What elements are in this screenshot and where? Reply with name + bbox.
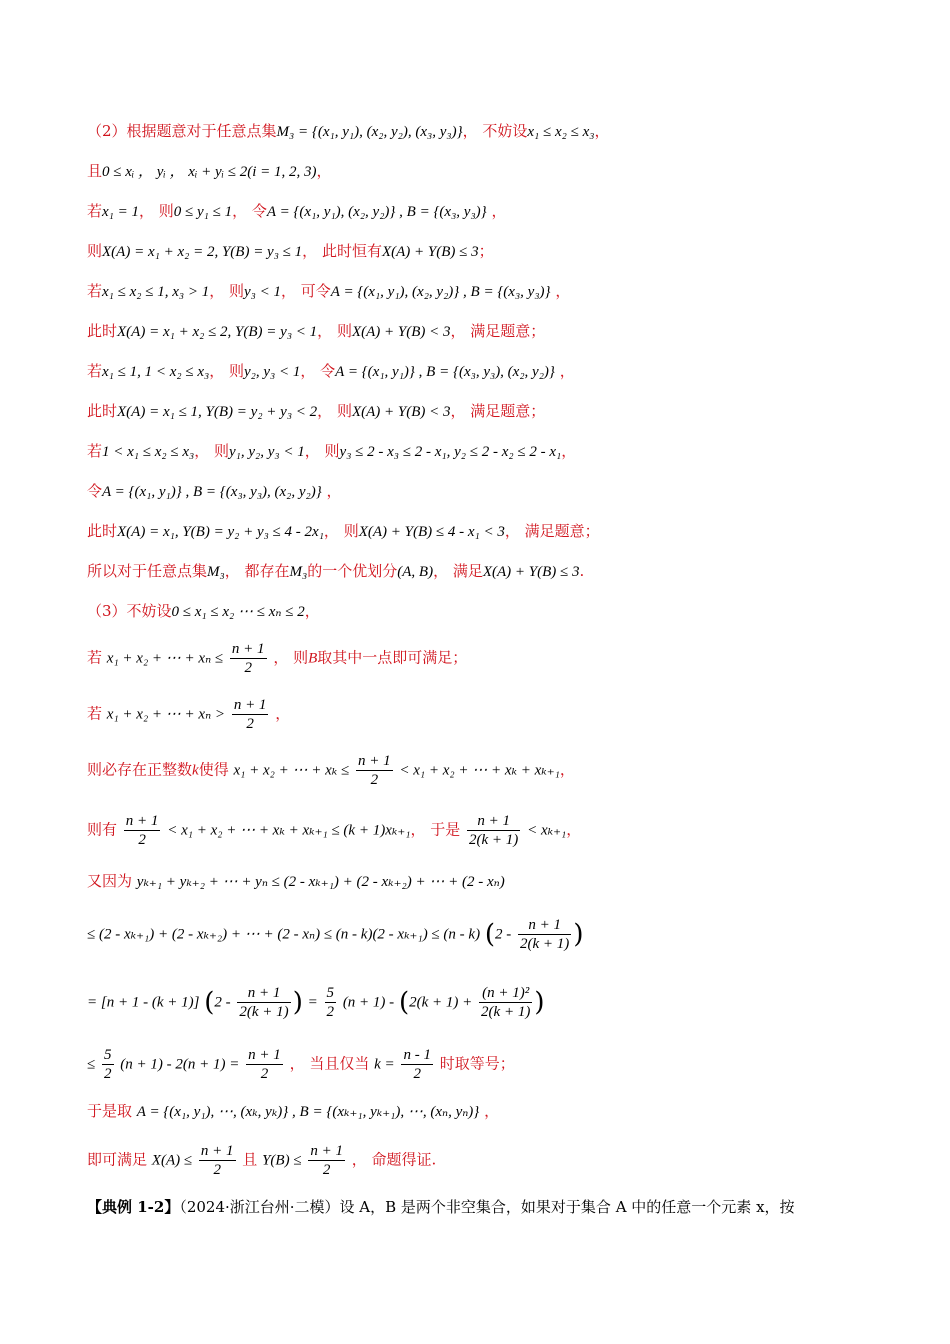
- line-4: [87, 240, 860, 263]
- math: A = {(x₁, y₁), (x₂, y₂)} , B = {(x₃, y₃)}: [266, 204, 487, 220]
- fraction: $\frac{n + 1}{2(k + 1)}$: [520, 917, 570, 952]
- line-21: [87, 1046, 860, 1083]
- math: (n + 1) -: [342, 994, 395, 1011]
- math: X(A) = x₁, Y(B) = y₂ + y₃ ≤ 4 - 2x₁: [117, 524, 324, 540]
- text: ， 满足题意；: [504, 522, 600, 540]
- math: yₖ₊₁ + yₖ₊₂ + ⋯ + yₙ ≤ (2 - xₖ₊₁) + (2 - xₖ₊₂) + ⋯ + (2 - xₙ): [136, 874, 505, 890]
- line-3: [87, 200, 860, 223]
- text: 所以对于任意点集: [87, 562, 208, 580]
- text: ，: [486, 202, 507, 220]
- math: 2 -: [214, 994, 231, 1011]
- math: y₂, y₃ < 1: [244, 364, 301, 380]
- line-19: ≤ (2 - xₖ₊₁) + (2 - xₖ₊₂) + ⋯ + (2 - xₙ) ≤ (n - k)(2 - xₖ₊₁) ≤ (n - k) (2 - $\frac{n + 1}{2(k + 1)}$ ): [87, 917, 584, 952]
- text: ， 满足题意；: [450, 322, 546, 340]
- text: 时取等号；: [439, 1054, 515, 1073]
- text: .: [579, 562, 585, 580]
- text: ， 此时恒有: [302, 242, 382, 260]
- math: A = {(x₁, y₁), ⋯, (xₖ, yₖ)} , B = {(xₖ₊₁, yₖ₊₁), ⋯, (xₙ, yₙ)}: [136, 1104, 480, 1120]
- text: ， 令: [232, 202, 267, 220]
- text: 又因为: [87, 872, 133, 890]
- math: x₁ ≤ x₂ ≤ 1, x₃ > 1: [102, 284, 210, 300]
- math: X(A) = x₁ + x₂ ≤ 2, Y(B) = y₃ < 1: [117, 324, 318, 340]
- fraction: $\frac{5}{2}$: [326, 985, 335, 1020]
- fraction: $\frac{n + 1}{2}$: [248, 1047, 281, 1082]
- text: 且: [242, 1150, 258, 1169]
- math: = [n + 1 - (k + 1)]: [87, 994, 200, 1011]
- math: (A, B): [397, 564, 434, 580]
- math: k =: [374, 1056, 395, 1073]
- line-9: [87, 440, 860, 463]
- math: 2(k + 1) +: [409, 994, 473, 1011]
- fraction: $\frac{n + 1}{2}$: [310, 1143, 343, 1178]
- text: ， 满足: [433, 562, 483, 580]
- line-5: [87, 280, 860, 303]
- math: x₁ + x₂ + ⋯ + xₙ >: [106, 706, 226, 723]
- fraction: $\frac{n + 1}{2(k + 1)}$: [469, 813, 519, 848]
- math: y₁, y₂, y₃ < 1: [229, 444, 305, 460]
- line-13: [87, 600, 860, 623]
- text: ，: [275, 704, 291, 723]
- text: 则有: [87, 820, 118, 839]
- text: ，: [594, 122, 610, 140]
- fraction: $\frac{n + 1}{2(k + 1)}$: [239, 985, 289, 1020]
- math: (n + 1) - 2(n + 1) =: [120, 1056, 240, 1073]
- text: ， 则: [317, 322, 352, 340]
- math: x₁ + x₂ + ⋯ + xₙ ≤: [106, 650, 224, 667]
- fraction: $\frac{n + 1}{2}$: [358, 753, 391, 788]
- math: =: [307, 994, 318, 1011]
- line-23: [87, 1142, 860, 1179]
- math: X(A) ≤: [151, 1152, 193, 1169]
- fraction: $\frac{n + 1}{2}$: [200, 1143, 234, 1178]
- text: 若: [87, 362, 103, 380]
- text: ，: [316, 162, 332, 180]
- fraction: $\frac{\text{(n + 1)²}}{2(k + 1)}$: [481, 985, 531, 1020]
- text: 若: [87, 704, 103, 723]
- text: ， 可令: [281, 282, 331, 300]
- math: X(A) = x₁ + x₂ = 2, Y(B) = y₃ ≤ 1: [102, 244, 303, 260]
- math: 0 ≤ y₁ ≤ 1: [173, 204, 233, 220]
- fraction: $\frac{n + 1}{2}$: [231, 641, 265, 676]
- line-2: [87, 160, 860, 183]
- text: ， 满足题意；: [450, 402, 546, 420]
- text: ， 则: [304, 442, 340, 460]
- text: ，: [566, 820, 582, 839]
- math: X(A) = x₁ ≤ 1, Y(B) = y₂ + y₃ < 2: [117, 404, 318, 420]
- math: B: [308, 650, 318, 667]
- text: ， 不妨设: [462, 122, 528, 140]
- math: X(A) + Y(B) < 3: [351, 324, 451, 340]
- text: 此时: [87, 322, 118, 340]
- text: （2）根据题意对于任意点集: [87, 122, 277, 140]
- text: ，: [561, 442, 577, 460]
- math: X(A) + Y(B) ≤ 4 - x₁ < 3: [358, 524, 505, 540]
- math: X(A) + Y(B) ≤ 3: [381, 244, 479, 260]
- text: 于是取: [87, 1102, 133, 1120]
- math: x₁ ≤ x₂ ≤ x₃: [527, 124, 595, 140]
- text: ， 则: [139, 202, 174, 220]
- math: Y(B) ≤: [262, 1152, 302, 1169]
- line-22: [87, 1100, 860, 1123]
- text: 令: [87, 482, 103, 500]
- line-11: [87, 520, 860, 543]
- text: 若: [87, 282, 103, 300]
- text: （3）不妨设: [87, 602, 172, 620]
- math: < x₁ + x₂ + ⋯ + xₖ + xₖ₊₁ ≤ (k + 1)xₖ₊₁: [167, 822, 411, 839]
- math: X(A) + Y(B) ≤ 3: [482, 564, 580, 580]
- math: ≤: [87, 1056, 96, 1073]
- line-1: [87, 120, 860, 143]
- line-14: [87, 640, 860, 677]
- math: ≤ (2 - xₖ₊₁) + (2 - xₖ₊₂) + ⋯ + (2 - xₙ) ≤ (n - k)(2 - xₖ₊₁) ≤ (n - k): [87, 926, 481, 943]
- line-17: [87, 812, 860, 849]
- text: ， 则: [209, 282, 245, 300]
- text: ， 则: [273, 648, 309, 667]
- math: A = {(x₁, y₁)} , B = {(x₃, y₃), (x₂, y₂)}: [335, 364, 555, 380]
- math: A = {(x₁, y₁)} , B = {(x₃, y₃), (x₂, y₂)}: [102, 484, 322, 500]
- text: ， 则: [209, 362, 245, 380]
- text: 使得: [198, 760, 229, 779]
- line-20: = [n + 1 - (k + 1)] (2 - $\frac{n + 1}{2(k + 1)}$ ) = $\frac{5}{2}$ (n + 1) - (2(k + 1) + $\frac{\text{(n + 1)²}}{2(k + 1)}$ ): [87, 985, 545, 1020]
- text: 且: [87, 162, 103, 180]
- line-15: [87, 696, 860, 733]
- math: x₁ = 1: [102, 204, 140, 220]
- math: 1 < x₁ ≤ x₂ ≤ x₃: [102, 444, 195, 460]
- text: ， 于是: [410, 820, 461, 839]
- text: 即可满足: [87, 1150, 148, 1169]
- line-18: [87, 870, 860, 893]
- math: x₁ ≤ 1, 1 < x₂ ≤ x₃: [102, 364, 210, 380]
- line-16: [87, 752, 860, 789]
- math: 0 ≤ xᵢ ， yᵢ ， xᵢ + yᵢ ≤ 2(i = 1, 2, 3): [102, 164, 317, 180]
- text: ， 则: [317, 402, 352, 420]
- text: ， 当且仅当: [289, 1054, 370, 1073]
- text: ，: [321, 482, 342, 500]
- text: 的一个优划分: [307, 562, 398, 580]
- line-6: [87, 320, 860, 343]
- text: 若: [87, 202, 103, 220]
- fraction: $\frac{n + 1}{2}$: [233, 697, 267, 732]
- math: X(A) + Y(B) < 3: [351, 404, 451, 420]
- text: 取其中一点即可满足；: [317, 648, 468, 667]
- math: 0 ≤ x₁ ≤ x₂ ⋯ ≤ xₙ ≤ 2: [171, 604, 305, 620]
- math: A = {(x₁, y₁), (x₂, y₂)} , B = {(x₃, y₃)}: [330, 284, 551, 300]
- text: 则必存在正整数: [87, 760, 193, 779]
- line-7: [87, 360, 860, 383]
- text: ， 命题得证.: [351, 1150, 437, 1169]
- text: 此时: [87, 402, 118, 420]
- math: < x₁ + x₂ + ⋯ + xₖ + xₖ₊₁: [399, 762, 560, 779]
- fraction: $\frac{5}{2}$: [104, 1047, 112, 1082]
- text: ， 则: [194, 442, 230, 460]
- line-12: [87, 560, 860, 583]
- text: ，: [559, 760, 575, 779]
- example-heading: [87, 1196, 860, 1218]
- math: 2 -: [495, 926, 512, 943]
- text: ， 都存在: [224, 562, 290, 580]
- text: ， 令: [300, 362, 336, 380]
- math: x₁ + x₂ + ⋯ + xₖ ≤: [233, 762, 350, 779]
- example-label: 【典例 1-2】: [87, 1198, 180, 1216]
- text: ，: [554, 362, 575, 380]
- line-8: [87, 400, 860, 423]
- text: 若: [87, 648, 103, 667]
- math: k: [192, 762, 199, 779]
- math: y₃ < 1: [244, 284, 282, 300]
- text: ，: [550, 282, 571, 300]
- text: ， 则: [323, 522, 359, 540]
- example-text: （2024·浙江台州·二模）设 A，B 是两个非空集合，如果对于集合 A 中的任意一个元素 x，按: [179, 1198, 795, 1216]
- text: ；: [478, 242, 494, 260]
- text: ，: [304, 602, 320, 620]
- math: < xₖ₊₁: [527, 822, 567, 839]
- math: M₃: [207, 564, 225, 580]
- line-10: [87, 480, 860, 503]
- fraction: $\frac{n + 1}{2}$: [125, 813, 159, 848]
- text: 则: [87, 242, 103, 260]
- math: y₃ ≤ 2 - x₃ ≤ 2 - x₁, y₂ ≤ 2 - x₂ ≤ 2 - x₁: [339, 444, 562, 460]
- text: 若: [87, 442, 103, 460]
- fraction: $\frac{n - 1}{2}$: [403, 1047, 431, 1082]
- text: 此时: [87, 522, 118, 540]
- text: ，: [479, 1102, 500, 1120]
- math: M₃ = {(x₁, y₁), (x₂, y₂), (x₃, y₃)}: [276, 124, 463, 140]
- math: M₃: [289, 564, 308, 580]
